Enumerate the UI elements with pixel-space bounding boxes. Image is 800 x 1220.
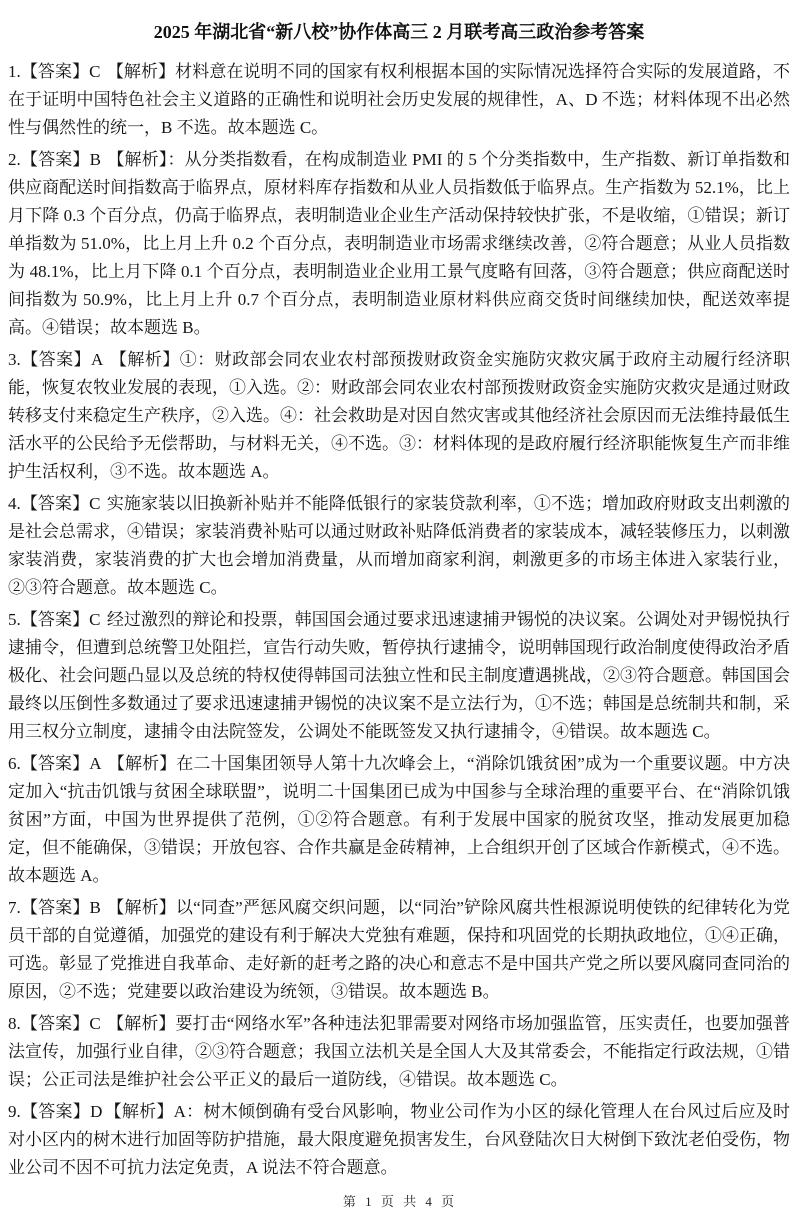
explanation-text: 【解析】要打击“网络水军”各种违法犯罪需要对网络市场加强监管，压实责任，也要加强普法宣传，加强行业自律，②③符合题意；我国立法机关是全国人大及其常委会，不能指定行政法规，①错误；公正司法是维护社会公平正义的最后一道防线，④错误。故本题选 C。 xyxy=(8,1014,791,1089)
explanation-text: 实施家装以旧换新补贴并不能降低银行的家装贷款利率，①不选；增加政府财政支出刺激的是社会总需求，④错误；家装消费补贴可以通过财政补贴降低消费者的家装成本，减轻装修压力，以刺激家装消费，家装消费的扩大也会增加消费量，从而增加商家利润，刺激更多的市场主体进入家装行业，②③符合题意。故本题选 C。 xyxy=(8,494,790,597)
item-number: 7. xyxy=(8,898,21,917)
answer-item-8 xyxy=(8,1010,790,1094)
explanation-text: 【解析】：从分类指数看，在构成制造业 PMI 的 5 个分类指数中，生产指数、新订单指数和供应商配送时间指数高于临界点，原材料库存指数和从业人员指数低于临界点。生产指数为 52.1%，比上月下降 0.3 个百分点，仍高于临界点，表明制造业企业生产活动保持较快扩张，不是收缩，①错误；新订单指数为 51.0%，比上月上升 0.2 个百分点，表明制造业市场需求继续改善，②符合题意；从业人员指数为 48.1%，比上月下降 0.1 个百分点，表明制造业企业用工景气度略有回落，③符合题意；供应商配送时间指数为 50.9%，比上月上升 0.7 个百分点，表明制造业原材料供应商交货时间继续加快，配送效率提高。④错误；故本题选 B。 xyxy=(8,150,791,337)
answer-label: 【答案】 xyxy=(20,610,90,629)
explanation-text: 经过激烈的辩论和投票，韩国国会通过要求迅速逮捕尹锡悦的决议案。公调处对尹锡悦执行逮捕令，但遭到总统警卫处阻拦，宣告行动失败，暂停执行逮捕令，说明韩国现行政治制度使得政治矛盾极化、社会问题凸显以及总统的特权使得韩国司法独立性和民主制度遭遇挑战，②③符合题意。韩国国会最终以压倒性多数通过了要求迅速逮捕尹锡悦的决议案不是立法行为，①不选；韩国是总统制共和制，采用三权分立制度，逮捕令由法院签发，公调处不能既签发又执行逮捕令，④错误。故本题选 C。 xyxy=(8,610,790,741)
answer-item-9 xyxy=(8,1098,790,1182)
answer-item-6 xyxy=(8,750,790,890)
answer-letter: A xyxy=(91,350,104,369)
explanation-text: 【解析】材料意在说明不同的国家有权利根据本国的实际情况选择符合实际的发展道路，不在于证明中国特色社会主义道路的正确性和说明社会历史发展的规律性，A、D 不选；材料体现不出必然性与偶然性的统一，B 不选。故本题选 C。 xyxy=(8,62,790,137)
explanation-text: 【解析】在二十国集团领导人第十九次峰会上，“消除饥饿贫困”成为一个重要议题。中方决定加入“抗击饥饿与贫困全球联盟”，说明二十国集团已成为中国参与全球治理的重要平台、在“消除饥饿贫困”方面，中国为世界提供了范例，①②符合题意。有利于发展中国家的脱贫攻坚，推动发展更加稳定，但不能确保，③错误；开放包容、合作共赢是金砖精神，上合组织开创了区域合作新模式，④不选。故本题选 A。 xyxy=(8,754,791,885)
answer-item-1 xyxy=(8,58,790,142)
answers-list xyxy=(8,58,790,1182)
answer-label: 【答案】 xyxy=(20,1102,91,1121)
answer-letter: C xyxy=(89,62,101,81)
answer-item-7 xyxy=(8,894,790,1006)
answer-item-2 xyxy=(8,146,790,342)
item-number: 2. xyxy=(8,150,21,169)
answer-letter: A xyxy=(89,754,102,773)
answer-item-5 xyxy=(8,606,790,746)
item-number: 3. xyxy=(8,350,21,369)
answer-label: 【答案】 xyxy=(20,1014,90,1033)
answer-label: 【答案】 xyxy=(20,898,90,917)
answer-letter: B xyxy=(89,150,101,169)
item-number: 8. xyxy=(8,1014,21,1033)
answer-label: 【答案】 xyxy=(20,62,90,81)
item-number: 6. xyxy=(8,754,21,773)
answer-label: 【答案】 xyxy=(20,494,90,513)
answer-letter: B xyxy=(89,898,101,917)
item-number: 5. xyxy=(8,610,21,629)
answer-item-3 xyxy=(8,346,790,486)
explanation-text: 【解析】A：树木倾倒确有受台风影响，物业公司作为小区的绿化管理人在台风过后应及时对小区内的树木进行加固等防护措施，最大限度避免损害发生，台风登陆次日大树倒下致沈老伯受伤，物业公司不因不可抗力法定免责，A 说法不符合题意。 xyxy=(8,1102,791,1177)
page-footer: 第 1 页 共 4 页 xyxy=(342,1194,458,1209)
explanation-text: 【解析】以“同查”严惩风腐交织问题，以“同治”铲除风腐共性根源说明使铁的纪律转化为党员干部的自觉遵循，加强党的建设有利于解决大党独有难题，保持和巩固党的长期执政地位，①④正确，可选。彰显了党推进自我革命、走好新的赶考之路的决心和意志不是中国共产党之所以要风腐同查同治的原因，②不选；党建要以政治建设为统领，③错误。故本题选 B。 xyxy=(8,898,790,1001)
item-number: 4. xyxy=(8,494,21,513)
answer-label: 【答案】 xyxy=(20,350,91,369)
item-number: 1. xyxy=(8,62,21,81)
answer-letter: C xyxy=(89,610,101,629)
answer-label: 【答案】 xyxy=(20,150,90,169)
answer-letter: D xyxy=(90,1102,103,1121)
answer-letter: C xyxy=(89,1014,101,1033)
answer-label: 【答案】 xyxy=(20,754,90,773)
page-title: 2025 年湖北省“新八校”协作体高三 2 月联考高三政治参考答案 xyxy=(153,22,645,42)
answer-item-4 xyxy=(8,490,790,602)
item-number: 9. xyxy=(8,1102,21,1121)
answer-letter: C xyxy=(89,494,101,513)
explanation-text: 【解析】①：财政部会同农业农村部预拨财政资金实施防灾救灾属于政府主动履行经济职能，恢复农牧业发展的表现，①入选。②：财政部会同农业农村部预拨财政资金实施防灾救灾是通过财政转移支付来稳定生产秩序，②入选。④：社会救助是对因自然灾害或其他经济社会原因而无法维持最低生活水平的公民给予无偿帮助，与材料无关，④不选。③：材料体现的是政府履行经济职能恢复生产而非维护生活权利，③不选。故本题选 A。 xyxy=(8,350,791,481)
